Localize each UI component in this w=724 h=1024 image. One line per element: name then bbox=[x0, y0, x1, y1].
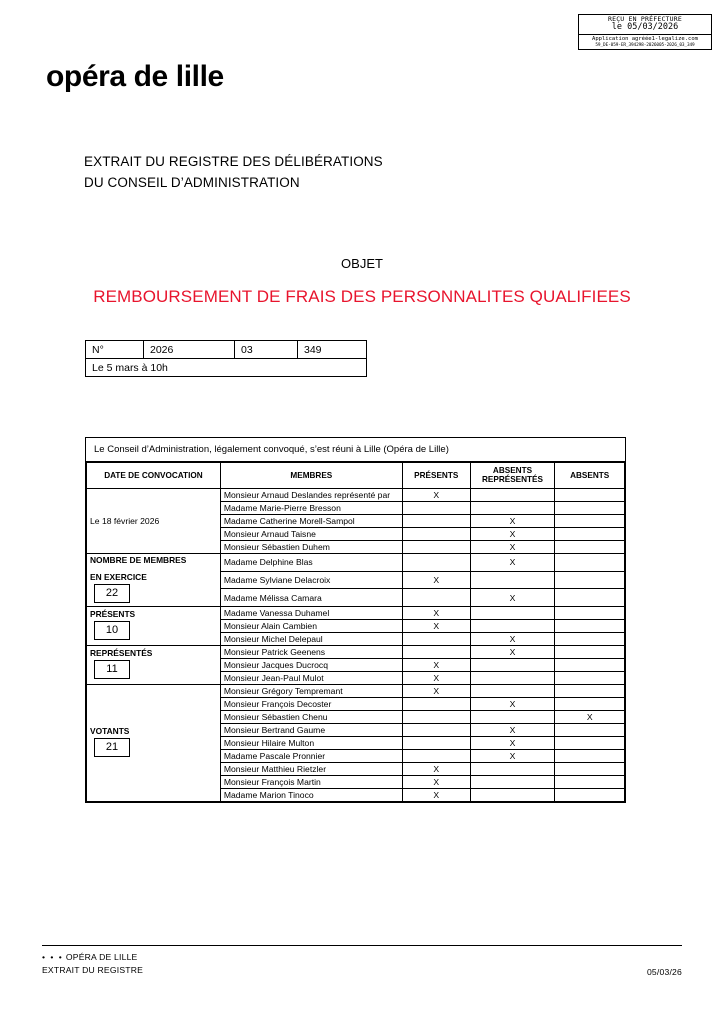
reference-numero: 349 bbox=[298, 341, 367, 359]
counter-block bbox=[87, 553, 221, 606]
register-title-line-2: DU CONSEIL D’ADMINISTRATION bbox=[84, 174, 300, 190]
represente-mark bbox=[470, 671, 555, 684]
member-name: Madame Sylviane Delacroix bbox=[220, 571, 402, 589]
present-mark: X bbox=[402, 671, 470, 684]
member-name: Madame Delphine Blas bbox=[220, 553, 402, 571]
member-name: Monsieur François Martin bbox=[220, 775, 402, 788]
absent-mark bbox=[555, 723, 625, 736]
header-membres: MEMBRES bbox=[220, 463, 402, 489]
counter-label: REPRÉSENTÉS bbox=[90, 648, 153, 659]
absent-mark bbox=[555, 619, 625, 632]
counter-label: PRÉSENTS bbox=[90, 609, 136, 620]
convocation-statement: Le Conseil d’Administration, légalement convoqué, s’est réuni à Lille (Opéra de Lille) bbox=[86, 438, 625, 462]
member-name: Madame Catherine Morell-Sampol bbox=[220, 514, 402, 527]
present-mark: X bbox=[402, 488, 470, 501]
counter-block bbox=[87, 606, 221, 645]
represente-mark: X bbox=[470, 697, 555, 710]
stamp-line-received: REÇU EN PRÉFECTURE bbox=[607, 15, 683, 23]
present-mark bbox=[402, 527, 470, 540]
header-date-convocation: DATE DE CONVOCATION bbox=[87, 463, 221, 489]
absent-mark bbox=[555, 571, 625, 589]
counter-block bbox=[87, 645, 221, 684]
footer-subtitle: EXTRAIT DU REGISTRE bbox=[42, 965, 144, 975]
date-convocation-value: Le 18 février 2026 bbox=[87, 488, 221, 553]
counter-value: 10 bbox=[94, 621, 130, 640]
reference-heure: Le 5 mars à 10h bbox=[86, 359, 367, 377]
member-name: Monsieur Hilaire Multon bbox=[220, 736, 402, 749]
represente-mark: X bbox=[470, 589, 555, 607]
opera-de-lille-logo: opéra de lille bbox=[46, 60, 224, 93]
member-name: Madame Vanessa Duhamel bbox=[220, 606, 402, 619]
present-mark bbox=[402, 540, 470, 553]
member-name: Madame Marie-Pierre Bresson bbox=[220, 501, 402, 514]
member-name: Monsieur Matthieu Rietzler bbox=[220, 762, 402, 775]
attendance-table-container bbox=[85, 437, 626, 803]
member-name: Monsieur François Decoster bbox=[220, 697, 402, 710]
present-mark: X bbox=[402, 619, 470, 632]
footer-date: 05/03/26 bbox=[646, 967, 682, 977]
member-name: Monsieur Grégory Tempremant bbox=[220, 684, 402, 697]
counter-sublabel: EN EXERCICE bbox=[90, 571, 147, 582]
member-name: Monsieur Jean-Paul Mulot bbox=[220, 671, 402, 684]
absent-mark bbox=[555, 606, 625, 619]
present-mark: X bbox=[402, 775, 470, 788]
represente-mark bbox=[470, 788, 555, 801]
footer-dots: • • • bbox=[42, 952, 64, 962]
attendance-table bbox=[86, 462, 625, 802]
footer-org-name: OPÉRA DE LILLE bbox=[65, 952, 138, 962]
absent-mark bbox=[555, 671, 625, 684]
present-mark bbox=[402, 553, 470, 571]
represente-mark: X bbox=[470, 632, 555, 645]
absent-mark bbox=[555, 514, 625, 527]
counter-value: 11 bbox=[94, 660, 130, 679]
prefecture-stamp bbox=[578, 14, 712, 50]
absent-mark bbox=[555, 658, 625, 671]
member-name: Monsieur Arnaud Taisne bbox=[220, 527, 402, 540]
table-row bbox=[87, 606, 625, 619]
member-name: Monsieur Arnaud Deslandes représenté par bbox=[220, 488, 402, 501]
present-mark: X bbox=[402, 606, 470, 619]
member-name: Monsieur Sébastien Chenu bbox=[220, 710, 402, 723]
reference-row-numbers bbox=[86, 341, 367, 359]
absent-mark bbox=[555, 632, 625, 645]
represente-mark bbox=[470, 762, 555, 775]
table-row bbox=[87, 645, 625, 658]
absent-mark bbox=[555, 488, 625, 501]
stamp-line-date: le 05/03/2026 bbox=[579, 23, 711, 35]
absent-mark bbox=[555, 762, 625, 775]
register-title-line-1: EXTRAIT DU REGISTRE DES DÉLIBÉRATIONS bbox=[84, 154, 383, 169]
absent-mark bbox=[555, 749, 625, 762]
represente-mark: X bbox=[470, 553, 555, 571]
counter-label: VOTANTS bbox=[90, 726, 130, 737]
footer-org-line bbox=[42, 952, 682, 962]
represente-mark bbox=[470, 684, 555, 697]
present-mark bbox=[402, 501, 470, 514]
member-name: Madame Marion Tinoco bbox=[220, 788, 402, 801]
page-title bbox=[84, 152, 383, 194]
represente-mark: X bbox=[470, 540, 555, 553]
reference-table bbox=[85, 340, 367, 377]
absent-mark bbox=[555, 501, 625, 514]
absent-mark bbox=[555, 788, 625, 801]
table-row bbox=[87, 488, 625, 501]
present-mark: X bbox=[402, 788, 470, 801]
absent-mark: X bbox=[555, 710, 625, 723]
absent-mark bbox=[555, 697, 625, 710]
present-mark: X bbox=[402, 658, 470, 671]
counter-label: NOMBRE DE MEMBRES bbox=[90, 554, 187, 565]
objet-label: OBJET bbox=[341, 256, 383, 271]
table-row bbox=[87, 553, 625, 571]
header-absents-representes: ABSENTS REPRÉSENTÉS bbox=[470, 463, 555, 489]
counter-value: 22 bbox=[94, 584, 130, 603]
absent-mark bbox=[555, 775, 625, 788]
present-mark bbox=[402, 589, 470, 607]
counter-value: 21 bbox=[94, 738, 130, 757]
absent-mark bbox=[555, 527, 625, 540]
header-presents: PRÉSENTS bbox=[402, 463, 470, 489]
represente-mark bbox=[470, 658, 555, 671]
absent-mark bbox=[555, 736, 625, 749]
present-mark bbox=[402, 736, 470, 749]
member-name: Monsieur Patrick Geenens bbox=[220, 645, 402, 658]
present-mark bbox=[402, 645, 470, 658]
represente-mark: X bbox=[470, 749, 555, 762]
reference-row-heure bbox=[86, 359, 367, 377]
represente-mark: X bbox=[470, 645, 555, 658]
reference-mois: 03 bbox=[235, 341, 298, 359]
reference-annee: 2026 bbox=[144, 341, 235, 359]
absent-mark bbox=[555, 645, 625, 658]
absent-mark bbox=[555, 540, 625, 553]
stamp-line-reference: 59_DE-059-ER_394298-2026005-2026_03_349 bbox=[595, 42, 695, 48]
header-absents: ABSENTS bbox=[555, 463, 625, 489]
present-mark bbox=[402, 749, 470, 762]
member-name: Monsieur Sébastien Duhem bbox=[220, 540, 402, 553]
objet-value: REMBOURSEMENT DE FRAIS DES PERSONNALITES QUALIFIEES bbox=[93, 287, 631, 306]
absent-mark bbox=[555, 684, 625, 697]
reference-numero-label: N° bbox=[86, 341, 144, 359]
member-name: Monsieur Bertrand Gaume bbox=[220, 723, 402, 736]
represente-mark: X bbox=[470, 723, 555, 736]
present-mark: X bbox=[402, 684, 470, 697]
member-name: Monsieur Alain Cambien bbox=[220, 619, 402, 632]
absent-mark bbox=[555, 553, 625, 571]
member-name: Monsieur Jacques Ducrocq bbox=[220, 658, 402, 671]
present-mark bbox=[402, 697, 470, 710]
table-row bbox=[87, 684, 625, 697]
member-name: Madame Pascale Pronnier bbox=[220, 749, 402, 762]
represente-mark bbox=[470, 775, 555, 788]
represente-mark bbox=[470, 501, 555, 514]
member-name: Monsieur Michel Delepaul bbox=[220, 632, 402, 645]
represente-mark bbox=[470, 488, 555, 501]
present-mark: X bbox=[402, 762, 470, 775]
represente-mark: X bbox=[470, 514, 555, 527]
represente-mark bbox=[470, 619, 555, 632]
page-footer bbox=[42, 945, 682, 975]
represente-mark bbox=[470, 606, 555, 619]
represente-mark bbox=[470, 571, 555, 589]
present-mark: X bbox=[402, 571, 470, 589]
present-mark bbox=[402, 710, 470, 723]
represente-mark: X bbox=[470, 736, 555, 749]
absent-mark bbox=[555, 589, 625, 607]
present-mark bbox=[402, 723, 470, 736]
counter-block bbox=[87, 684, 221, 801]
stamp-line-application: Application agréée1-legalize.com bbox=[592, 36, 698, 43]
represente-mark bbox=[470, 710, 555, 723]
attendance-table-header-row bbox=[87, 463, 625, 489]
present-mark bbox=[402, 632, 470, 645]
member-name: Madame Mélissa Camara bbox=[220, 589, 402, 607]
represente-mark: X bbox=[470, 527, 555, 540]
present-mark bbox=[402, 514, 470, 527]
